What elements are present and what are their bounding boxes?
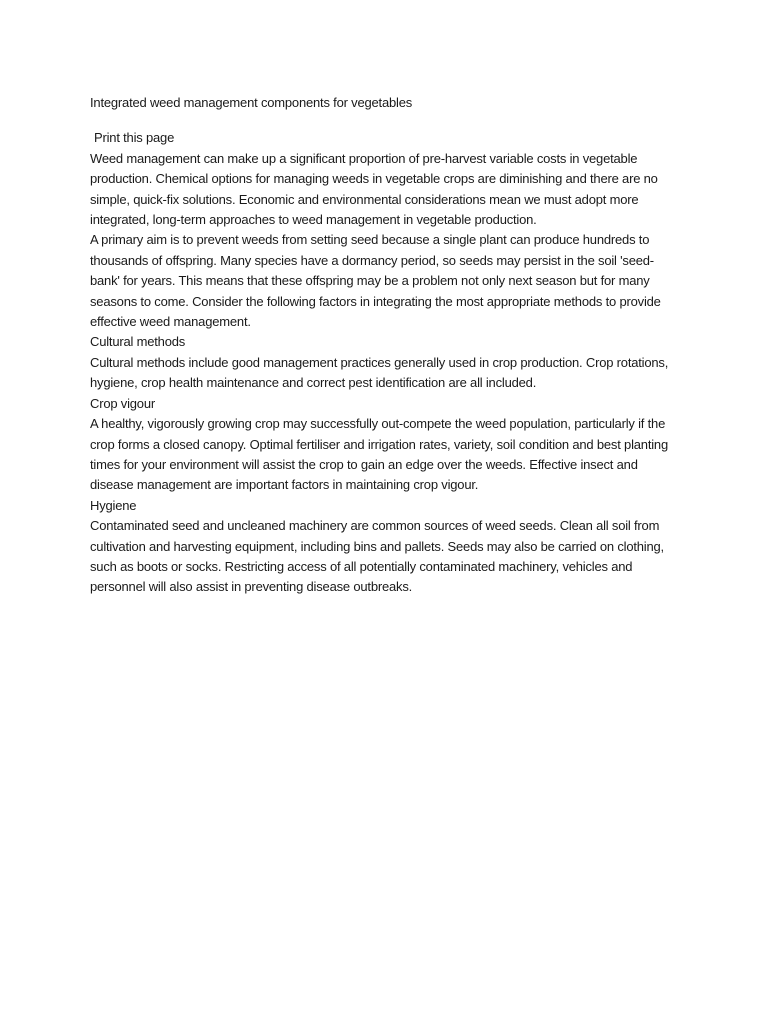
paragraph-crop-vigour: A healthy, vigorously growing crop may successfully out-compete the weed population, particularly if the crop forms a closed canopy. Optimal fertiliser and irrigation rates, variety, soil condition and best planting times for your environment will assist the crop to gain an edge over the weeds. Effective insect and disease management are important factors in maintaining crop vigour.	[90, 416, 668, 493]
document-title: Integrated weed management components for vegetables	[90, 95, 413, 110]
heading-cultural-methods: Cultural methods	[90, 334, 186, 350]
paragraph-cultural-methods: Cultural methods include good management practices generally used in crop production. Crop rotations, hygiene, crop health maintenance and correct pest identification are all included.	[90, 354, 669, 391]
paragraph-primary-aim: A primary aim is to prevent weeds from setting seed because a single plant can produce hundreds to thousands of offspring. Many species have a dormancy period, so seeds may persist in the soil 'seed-bank' for years. This means that these offspring may be a problem not only next season but for many seasons to come. Consider the following factors in integrating the most appropriate methods to provide effective weed management.	[90, 232, 661, 330]
document-body	[90, 93, 680, 598]
heading-crop-vigour: Crop vigour	[90, 395, 155, 411]
paragraph-hygiene: Contaminated seed and uncleaned machinery are common sources of weed seeds. Clean all soil from cultivation and harvesting equipment, including bins and pallets. Seeds may also be carried on clothing, such as boots or socks. Restricting access of all potentially contaminated machinery, vehicles and personnel will also assist in preventing disease outbreaks.	[90, 518, 664, 595]
heading-hygiene: Hygiene	[90, 497, 137, 513]
paragraph-intro: Weed management can make up a significant proportion of pre-harvest variable costs in vegetable production. Chemical options for managing weeds in vegetable crops are diminishing and there are no simple, quick-fix solutions. Economic and environmental considerations mean we must adopt more integrated, long-term approaches to weed management in vegetable production.	[90, 150, 658, 228]
print-page-link[interactable]: Print this page	[94, 130, 175, 146]
